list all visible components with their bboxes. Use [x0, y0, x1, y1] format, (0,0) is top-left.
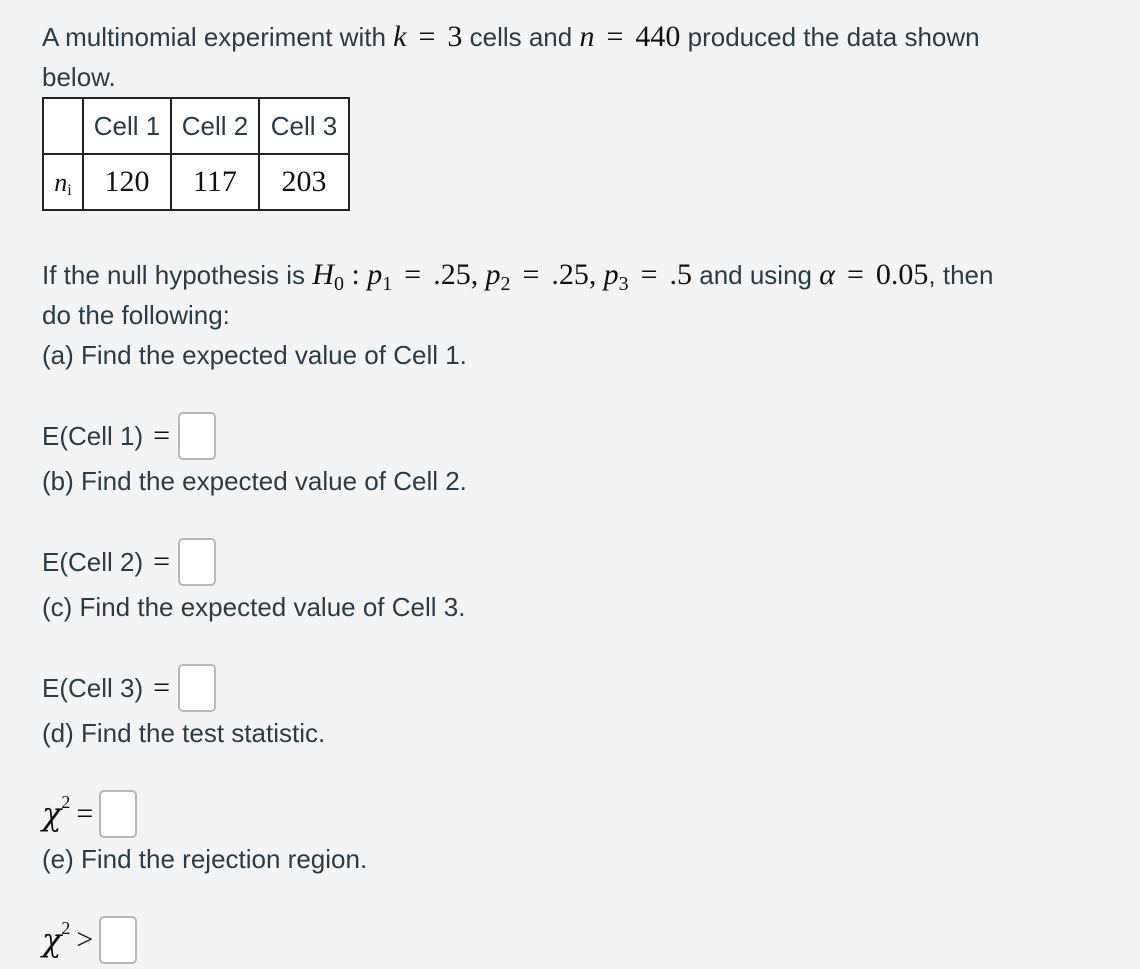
part-b-prompt: [42, 461, 467, 501]
equals-sign: =: [640, 258, 658, 291]
equals-sign: =: [153, 545, 171, 578]
n-symbol: n: [579, 20, 595, 53]
part-d-text: (d) Find the test statistic.: [42, 718, 326, 748]
answer-row-test-statistic: [42, 788, 137, 840]
p-symbol: p: [603, 258, 619, 291]
part-e-prompt: [42, 839, 367, 879]
intro-text: cells and: [462, 22, 580, 52]
p1-subscript: 1: [382, 273, 393, 295]
equals-sign: =: [404, 258, 422, 291]
hypothesis-line-1: [42, 255, 993, 298]
intro-line-1: [42, 17, 980, 57]
p1-value: .25,: [433, 258, 479, 291]
p-symbol: p: [367, 258, 383, 291]
table-row-label: [43, 154, 83, 210]
table-cell-value: 120: [83, 154, 171, 210]
part-a-text: (a) Find the expected value of Cell 1.: [42, 340, 467, 370]
p3-subscript: 3: [618, 273, 629, 295]
colon: :: [343, 258, 368, 291]
answer-row-cell2: [42, 536, 216, 588]
p-symbol: p: [485, 258, 501, 291]
test-statistic-input[interactable]: [99, 790, 137, 838]
table-header-cell: Cell 3: [259, 98, 349, 154]
h-symbol: H: [312, 258, 334, 291]
hypothesis-text: If the null hypothesis is: [42, 260, 313, 290]
part-c-prompt: [42, 587, 465, 627]
equals-sign: =: [418, 20, 436, 53]
rejection-region-input[interactable]: [99, 916, 137, 964]
table-header-row: [43, 98, 349, 154]
greater-than-sign: >: [76, 923, 94, 956]
equals-sign: =: [522, 258, 540, 291]
part-d-prompt: [42, 713, 325, 753]
equals-sign: =: [153, 419, 171, 452]
table-header-cell: Cell 2: [171, 98, 259, 154]
k-value: 3: [447, 20, 463, 53]
answer-row-cell3: [42, 662, 216, 714]
equals-sign: =: [153, 671, 171, 704]
e-cell1-input[interactable]: [178, 412, 216, 460]
chi-square-exponent: 2: [61, 791, 71, 812]
chi-symbol: χ: [42, 795, 62, 833]
table-cell-value: 203: [259, 154, 349, 210]
e-cell3-input[interactable]: [178, 664, 216, 712]
n-value: 440: [635, 20, 681, 53]
part-a-prompt: [42, 335, 467, 375]
p2-subscript: 2: [500, 273, 511, 295]
table-header-cell: Cell 1: [83, 98, 171, 154]
equals-sign: =: [846, 258, 864, 291]
chi-symbol: χ: [42, 921, 62, 959]
table-cell-value: 117: [171, 154, 259, 210]
table-row: [43, 154, 349, 210]
part-c-text: (c) Find the expected value of Cell 3.: [42, 592, 466, 622]
intro-text: below.: [42, 62, 116, 92]
intro-text: produced the data shown: [680, 22, 980, 52]
part-e-text: (e) Find the rejection region.: [42, 844, 368, 874]
hypothesis-text: do the following:: [42, 300, 230, 330]
e-cell1-label: E(Cell 1): [42, 420, 144, 451]
hypothesis-text: and using: [692, 260, 820, 290]
answer-row-cell1: [42, 410, 216, 462]
e-cell2-input[interactable]: [178, 538, 216, 586]
hypothesis-line-2: [42, 295, 230, 335]
equals-sign: =: [606, 20, 624, 53]
row-label-sub: i: [67, 181, 72, 199]
p3-value: .5: [669, 258, 693, 291]
e-cell3-label: E(Cell 3): [42, 672, 144, 703]
answer-row-rejection-region: [42, 914, 137, 966]
alpha-value: 0.05: [875, 258, 929, 291]
intro-line-2: [42, 57, 116, 97]
data-table: [42, 97, 350, 211]
part-b-text: (b) Find the expected value of Cell 2.: [42, 466, 467, 496]
e-cell2-label: E(Cell 2): [42, 546, 144, 577]
row-label-n: n: [54, 167, 68, 197]
intro-text: A multinomial experiment with: [42, 22, 394, 52]
equals-sign: =: [76, 797, 94, 830]
h-subscript: 0: [333, 273, 344, 295]
table-corner-cell: [43, 98, 83, 154]
alpha-symbol: α: [819, 258, 835, 291]
hypothesis-text: , then: [928, 260, 994, 290]
chi-square-exponent: 2: [61, 917, 71, 938]
p2-value: .25,: [551, 258, 597, 291]
k-symbol: k: [393, 20, 407, 53]
